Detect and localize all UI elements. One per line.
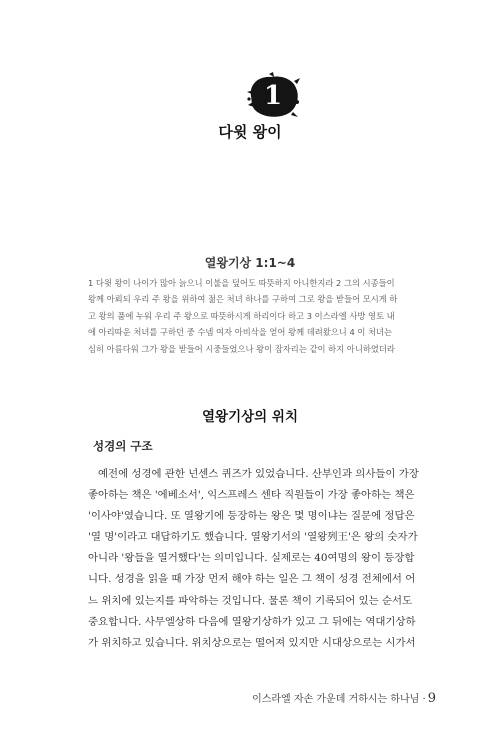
section-heading: 열왕기상의 위치 bbox=[202, 409, 298, 425]
body-line: '이사야'였습니다. 또 열왕기에 등장하는 왕은 몇 명이냐는 질문에 정답은 bbox=[88, 510, 415, 523]
body-line: 중요합니다. 사무엘상하 다음에 열왕기상하가 있고 그 뒤에는 역대기상하 bbox=[88, 615, 416, 628]
scripture-passage bbox=[88, 275, 418, 357]
scripture-line: 고 왕의 품에 누워 우리 주 왕으로 따뜻하시게 하리이다 하고 3 이스라엘 사방 영토 내 bbox=[88, 310, 395, 321]
scripture-line: 왕께 아뢰되 우리 주 왕을 위하여 젊은 처녀 하나를 구하여 그로 왕을 받들어 모시게 하 bbox=[88, 294, 398, 305]
body-line: 느 위치에 있는지를 파악하는 것입니다. 물론 책이 기록되어 있는 순서도 bbox=[88, 594, 413, 607]
scripture-line: 심히 아름다워 그가 왕을 받들어 시중들었으나 왕이 잠자리는 같이 하지 아니하였더라 bbox=[88, 343, 395, 354]
body-paragraph bbox=[88, 464, 418, 654]
body-line: 아니라 '왕들을 열거했다'는 의미입니다. 실제로는 40여명의 왕이 등장합 bbox=[88, 552, 415, 565]
scripture-line: 1 다윗 왕이 나이가 많아 늙으니 이불을 덮어도 따뜻하지 아니한지라 2 그의 시종들이 bbox=[88, 278, 395, 288]
page-footer bbox=[252, 690, 436, 706]
body-line: '열 명'이라고 대답하기도 했습니다. 열왕기서의 '열왕列王'은 왕의 숫자가 bbox=[88, 531, 418, 544]
body-line: 가 위치하고 있습니다. 위치상으로는 떨어져 있지만 시대상으로는 시가서 bbox=[88, 636, 416, 649]
body-line: 예전에 성경에 관한 넌센스 퀴즈가 있었습니다. 산부인과 의사들이 가장 bbox=[98, 468, 419, 480]
body-line: 니다. 성경을 읽을 때 가장 먼저 해야 하는 일은 그 책이 성경 전체에서 어 bbox=[88, 573, 416, 586]
chapter-number: 1 bbox=[263, 81, 283, 111]
body-line: 좋아하는 책은 '에베소서', 익스프레스 센타 직원들이 가장 좋아하는 책은 bbox=[88, 489, 415, 502]
subheading: 성경의 구조 bbox=[93, 439, 153, 453]
chapter-title: 다윗 왕이 bbox=[218, 123, 282, 141]
page-number: 9 bbox=[427, 691, 436, 706]
footer-separator: · bbox=[422, 694, 426, 705]
scripture-reference: 열왕기상 1:1~4 bbox=[204, 256, 296, 270]
scripture-line: 에 아리따운 처녀를 구하던 중 수넴 여자 아비삭을 얻어 왕께 데려왔으니 4 이 처녀는 bbox=[88, 327, 393, 338]
running-title: 이스라엘 자손 가운데 거하시는 하나님 bbox=[252, 694, 420, 705]
